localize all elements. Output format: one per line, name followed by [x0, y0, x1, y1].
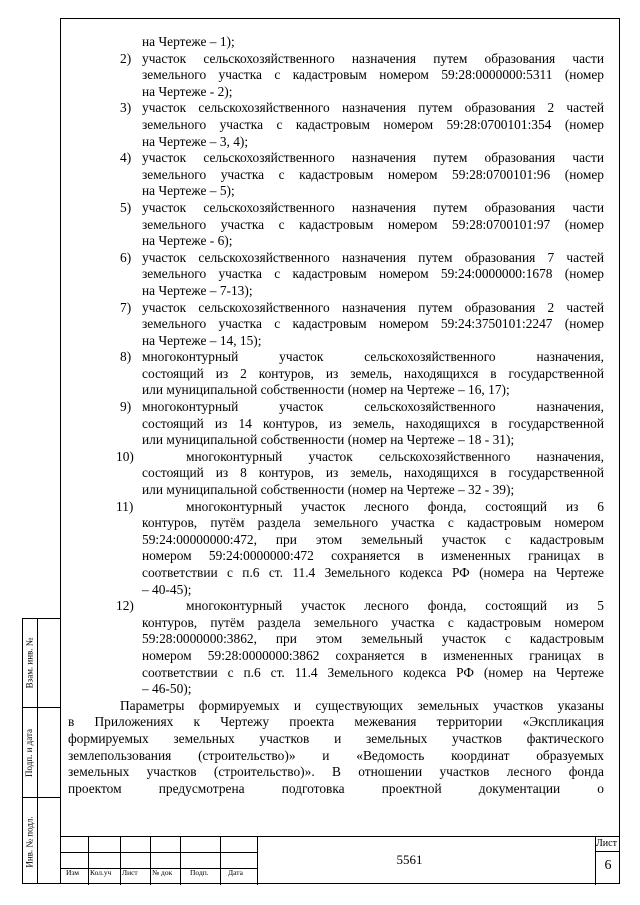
list-item-line: земельного участка с кадастровым номером 59:28:0700101:354 (номер [142, 116, 604, 132]
col-list: Лист [122, 868, 138, 877]
list-item-line [68, 51, 604, 68]
col-kol-uch: Кол.уч [90, 868, 112, 877]
paragraph-line: землепользования (строительство)» и «Ведомость координат образуемых [68, 747, 604, 763]
list-item-text: участок сельскохозяйственного назначения путем образования части [142, 50, 604, 66]
col-doc-num: № док [152, 868, 173, 877]
list-item-number: 9) [120, 399, 132, 415]
list-item-line [68, 150, 604, 167]
document-body [68, 34, 604, 797]
list-item-line: соответствии с п.6 ст. 11.4 Земельного кодекса РФ (номер на Чертеже [142, 664, 604, 680]
sheet-number: 6 [604, 858, 612, 873]
side-label-sign-date: Подп. и дата [24, 728, 35, 778]
document-code: 5561 [396, 852, 423, 867]
list-item-line: состоящий из 2 контуров, из земель, находящихся в государственной [142, 365, 604, 381]
list-item-number: 2) [120, 50, 132, 66]
list-item-text: участок сельскохозяйственного назначения путем образования 2 частей [142, 100, 604, 116]
list-item-line: на Чертеже – 14, 15); [142, 332, 262, 348]
list-item-line: на Чертеже - 6); [142, 233, 233, 249]
list-item-line: 59:28:0000000:3862, при этом земельный участок с кадастровым [142, 631, 604, 647]
paragraph-line: формируемых земельных участков и земельных участков фактического [68, 730, 604, 746]
list-item-line [68, 100, 604, 117]
list-item-line: номером 59:24:0000000:472 сохраняется в измененных границах в [142, 548, 604, 564]
paragraph-line: проектом предусмотрена подготовка проектной документации о [68, 780, 604, 796]
sheet-label: Лист [596, 838, 617, 849]
list-item-line: или муниципальной собственности (номер на Чертеже – 18 - 31); [142, 432, 515, 448]
list-item-line [68, 349, 604, 366]
list-item-line [68, 399, 604, 416]
list-item-line: земельного участка с кадастровым номером 59:24:3750101:2247 (номер [142, 316, 604, 332]
list-item-line: или муниципальной собственности (номер на Чертеже – 32 - 39); [142, 482, 515, 498]
list-item-text: многоконтурный участок сельскохозяйственного назначения, [186, 448, 604, 464]
side-cell-replace-inv [23, 619, 60, 707]
list-item-line: или муниципальной собственности (номер на Чертеже – 16, 17); [142, 382, 510, 398]
side-cell-inv-orig [23, 797, 60, 886]
list-item-line [68, 449, 604, 466]
list-item-line: соответствии с п.6 ст. 11.4 Земельного кодекса РФ (номера на Чертеже [142, 565, 604, 580]
list-item-line [68, 499, 604, 516]
list-item-line [68, 200, 604, 217]
paragraph-line: Параметры формируемых и существующих земельных участков указаны [120, 697, 604, 713]
list-item-line [68, 598, 604, 615]
list-item-number: 6) [120, 249, 132, 265]
col-izm: Изм [66, 868, 80, 877]
list-item-number: 4) [120, 150, 132, 166]
list-item-line: контуров, путём раздела земельного участка с кадастровым номером [142, 515, 604, 531]
list-item-text: многоконтурный участок сельскохозяйственного назначения, [142, 349, 604, 365]
list-item-text: участок сельскохозяйственного назначения путем образования 2 частей [142, 299, 604, 315]
side-cell-sign-date [23, 707, 60, 798]
list-item-line: на Чертеже – 3, 4); [142, 133, 249, 149]
list-item-number: 12) [116, 598, 134, 614]
list-item-line: земельного участка с кадастровым номером 59:28:0700101:97 (номер [142, 216, 604, 232]
list-item-line: на Чертеже - 2); [142, 83, 233, 99]
paragraph-line: в Приложениях к Чертежу проекта межевания территории «Экспликация [68, 714, 604, 730]
list-item-number: 3) [120, 100, 132, 116]
list-item-line: состоящий из 8 контуров, из земель, находящихся в государственной [142, 465, 604, 481]
list-item-line: – 40-45); [142, 581, 192, 597]
side-stamp [22, 618, 60, 884]
list-item-text: многоконтурный участок лесного фонда, состоящий из 6 [186, 498, 604, 514]
list-item-line: состоящий из 14 контуров, из земель, находящихся в государственной [142, 415, 604, 431]
list-item-line: контуров, путём раздела земельного участка с кадастровым номером [142, 614, 604, 630]
list-item-line: земельного участка с кадастровым номером 59:28:0700101:96 (номер [142, 166, 604, 182]
list-item-line [68, 300, 604, 317]
list-item-text: участок сельскохозяйственного назначения путем образования 7 частей [142, 249, 604, 265]
list-item-number: 5) [120, 199, 132, 215]
list-item-line: – 46-50); [142, 681, 192, 697]
col-date: Дата [228, 868, 243, 877]
paragraph-line: земельных участков (строительство)». В отношении участков лесного фонда [68, 764, 604, 780]
side-label-inv-orig: Инв. № подл. [24, 816, 35, 868]
side-label-replace-inv: Взам. инв. № [24, 637, 35, 689]
list-item-text: участок сельскохозяйственного назначения путем образования части [142, 150, 604, 166]
list-item-text: участок сельскохозяйственного назначения путем образования части [142, 199, 604, 215]
list-item-line: на Чертеже – 7-13); [142, 282, 253, 298]
col-sign: Подп. [190, 868, 209, 877]
list-item-line: земельного участка с кадастровым номером 59:24:0000000:1678 (номер [142, 266, 604, 282]
list-item-line: номером 59:28:0000000:3862 сохраняется в измененных границах в [142, 647, 604, 663]
list-item-line: земельного участка с кадастровым номером 59:28:0000000:5311 (номер [142, 67, 604, 83]
list-item-number: 11) [116, 498, 134, 514]
list-item-line: на Чертеже – 5); [142, 183, 235, 199]
list-item-number: 8) [120, 349, 132, 365]
list-item-line: 59:24:00000000:472, при этом земельный участок с кадастровым [142, 531, 604, 547]
list-item-number: 10) [116, 448, 134, 464]
lead-line: на Чертеже – 1); [142, 34, 235, 49]
list-item-number: 7) [120, 299, 132, 315]
list-item-text: многоконтурный участок сельскохозяйственного назначения, [142, 399, 604, 415]
list-item-line [68, 250, 604, 267]
list-item-text: многоконтурный участок лесного фонда, состоящий из 5 [186, 598, 604, 614]
